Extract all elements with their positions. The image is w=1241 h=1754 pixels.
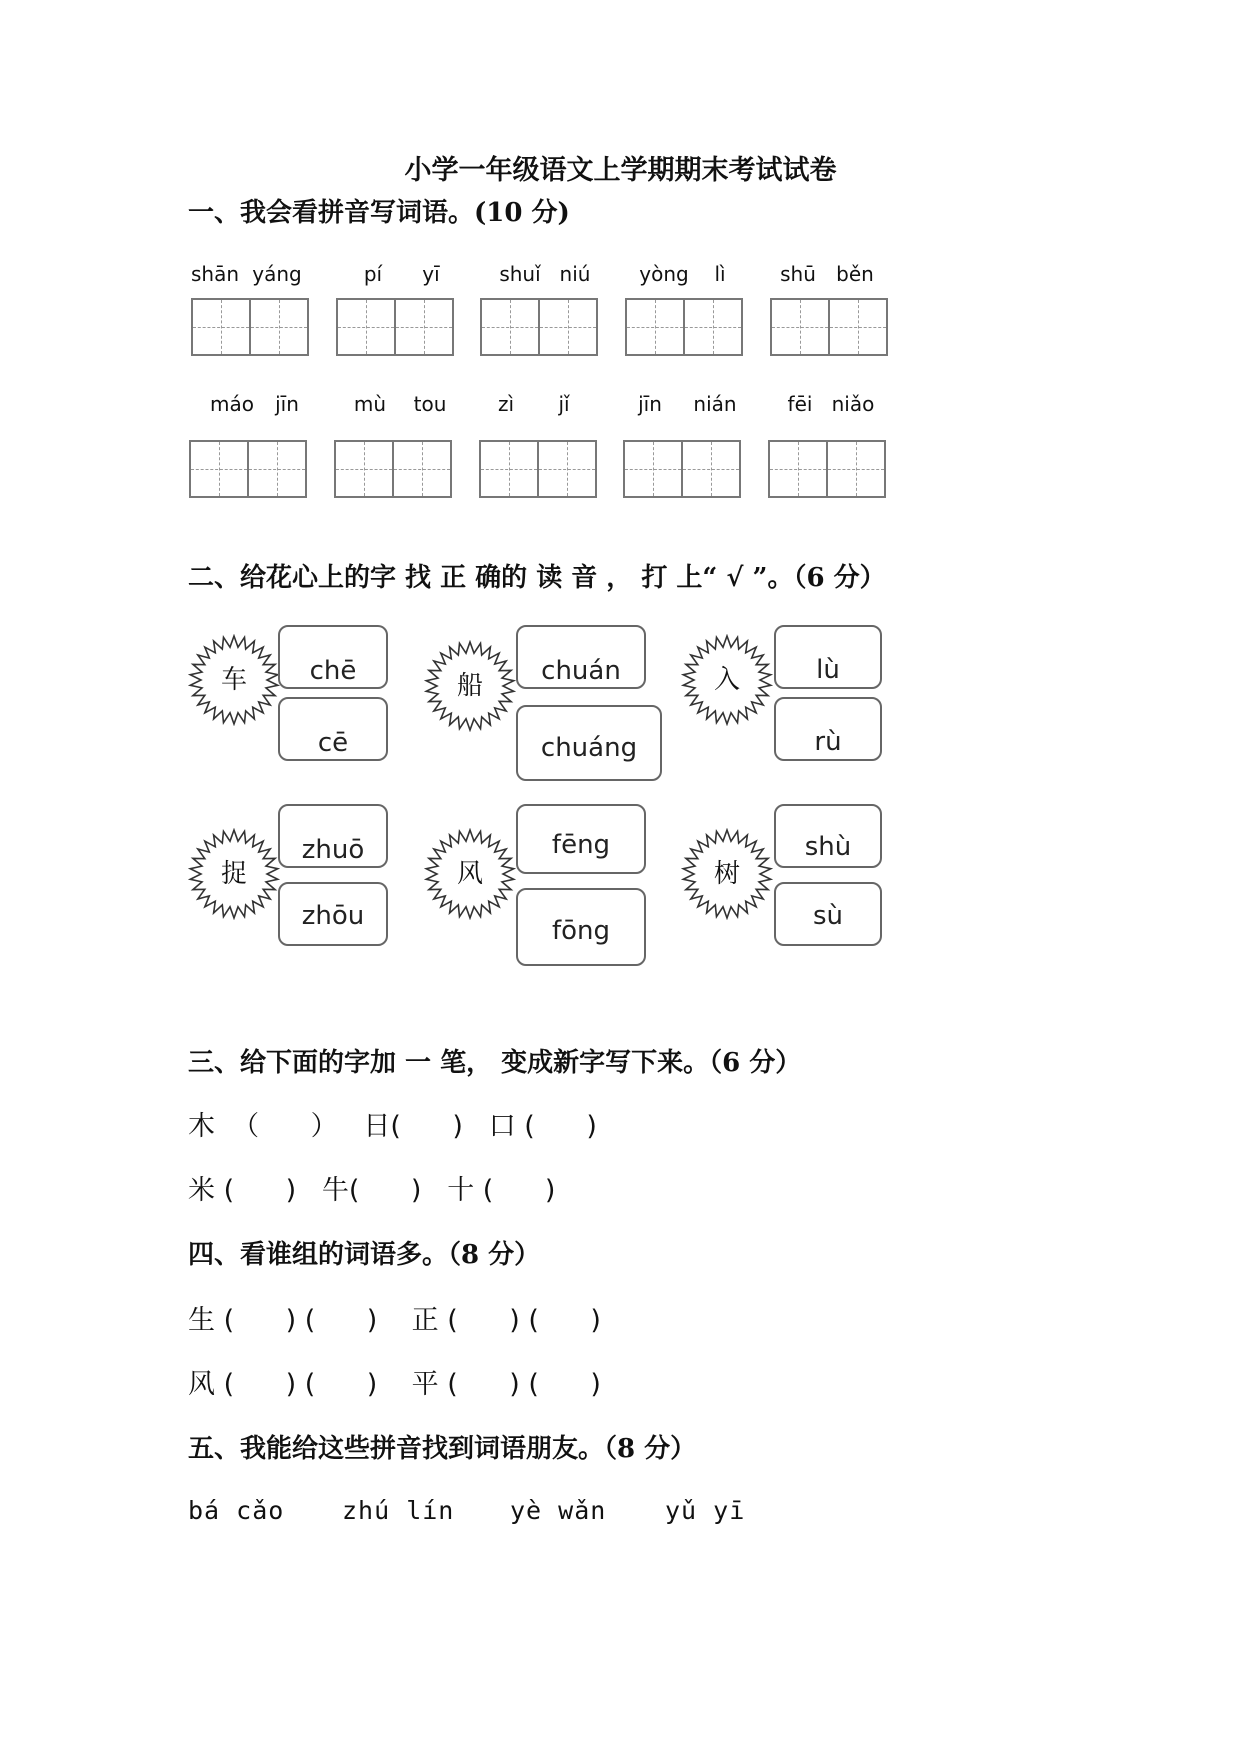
writing-grid[interactable]: [625, 298, 743, 356]
pinyin-word: bá cǎo: [188, 1496, 285, 1525]
pinyin-option[interactable]: cē: [278, 697, 388, 761]
pinyin: běn: [836, 262, 874, 286]
writing-grid[interactable]: [336, 298, 454, 356]
pinyin: tou: [413, 392, 447, 416]
pinyin-word: yè wǎn: [510, 1496, 607, 1525]
writing-grid[interactable]: [334, 440, 452, 498]
pinyin: jǐ: [558, 392, 570, 416]
pinyin: yī: [422, 262, 440, 286]
q4-line-1[interactable]: 生 ( ) ( ) 正 ( ) ( ): [188, 1305, 601, 1336]
flower-center: [681, 828, 773, 920]
pinyin-option[interactable]: fēng: [516, 804, 646, 874]
page-title: 小学一年级语文上学期期末考试试卷: [404, 155, 837, 186]
flower-center: [424, 828, 516, 920]
flower-center: [681, 634, 773, 726]
writing-grid[interactable]: [191, 298, 309, 356]
flower-center: [188, 634, 280, 726]
pinyin: zì: [497, 392, 515, 416]
flower-character: 捉: [220, 859, 247, 889]
pinyin: nián: [693, 392, 737, 416]
q4-line-2[interactable]: 风 ( ) ( ) 平 ( ) ( ): [188, 1369, 601, 1400]
flower-character: 入: [713, 665, 740, 695]
pinyin: lì: [714, 262, 726, 286]
writing-grid[interactable]: [768, 440, 886, 498]
writing-grid[interactable]: [770, 298, 888, 356]
section-4-heading: 四、看谁组的词语多。（8 分）: [188, 1240, 541, 1270]
flower-center: [188, 828, 280, 920]
pinyin-option[interactable]: zhōu: [278, 882, 388, 946]
pinyin-option[interactable]: chuáng: [516, 705, 662, 781]
pinyin-option[interactable]: shù: [774, 804, 882, 868]
pinyin: shuǐ: [499, 262, 541, 286]
pinyin: shān: [190, 262, 240, 286]
pinyin-option[interactable]: chuán: [516, 625, 646, 689]
pinyin-word: yǔ yī: [665, 1496, 746, 1525]
flower-character: 风: [456, 859, 483, 889]
writing-grid[interactable]: [623, 440, 741, 498]
pinyin: pí: [363, 262, 383, 286]
pinyin-option[interactable]: fōng: [516, 888, 646, 966]
pinyin: máo: [210, 392, 254, 416]
pinyin: shū: [780, 262, 816, 286]
section-5-heading: 五、我能给这些拼音找到词语朋友。（8 分）: [188, 1434, 697, 1464]
q3-line-1[interactable]: 木 （ ） 日( ) 口 ( ): [188, 1111, 597, 1142]
pinyin: yáng: [252, 262, 302, 286]
flower-character: 车: [220, 665, 247, 695]
pinyin: jīn: [638, 392, 662, 416]
writing-grid[interactable]: [189, 440, 307, 498]
section-2-heading: 二、给花心上的字 找 正 确的 读 音 ， 打 上“ √ ”。（6 分）: [188, 563, 886, 593]
pinyin-word: zhú lín: [342, 1496, 455, 1525]
flower-center: [424, 640, 516, 732]
pinyin: niǎo: [831, 392, 875, 416]
flower-character: 船: [456, 671, 483, 701]
pinyin-option[interactable]: zhuō: [278, 804, 388, 868]
pinyin: yòng: [639, 262, 689, 286]
pinyin: fēi: [787, 392, 813, 416]
pinyin-option[interactable]: chē: [278, 625, 388, 689]
pinyin-option[interactable]: sù: [774, 882, 882, 946]
pinyin: niú: [559, 262, 591, 286]
q3-line-2[interactable]: 米 ( ) 牛( ) 十 ( ): [188, 1175, 556, 1206]
pinyin: jīn: [275, 392, 299, 416]
pinyin-option[interactable]: lù: [774, 625, 882, 689]
section-3-heading: 三、给下面的字加 一 笔， 变成新字写下来。（6 分）: [188, 1048, 802, 1078]
pinyin: mù: [353, 392, 387, 416]
writing-grid[interactable]: [480, 298, 598, 356]
section-1-heading: 一、我会看拼音写词语。(10 分): [188, 198, 570, 228]
pinyin-option[interactable]: rù: [774, 697, 882, 761]
writing-grid[interactable]: [479, 440, 597, 498]
flower-character: 树: [713, 859, 740, 889]
